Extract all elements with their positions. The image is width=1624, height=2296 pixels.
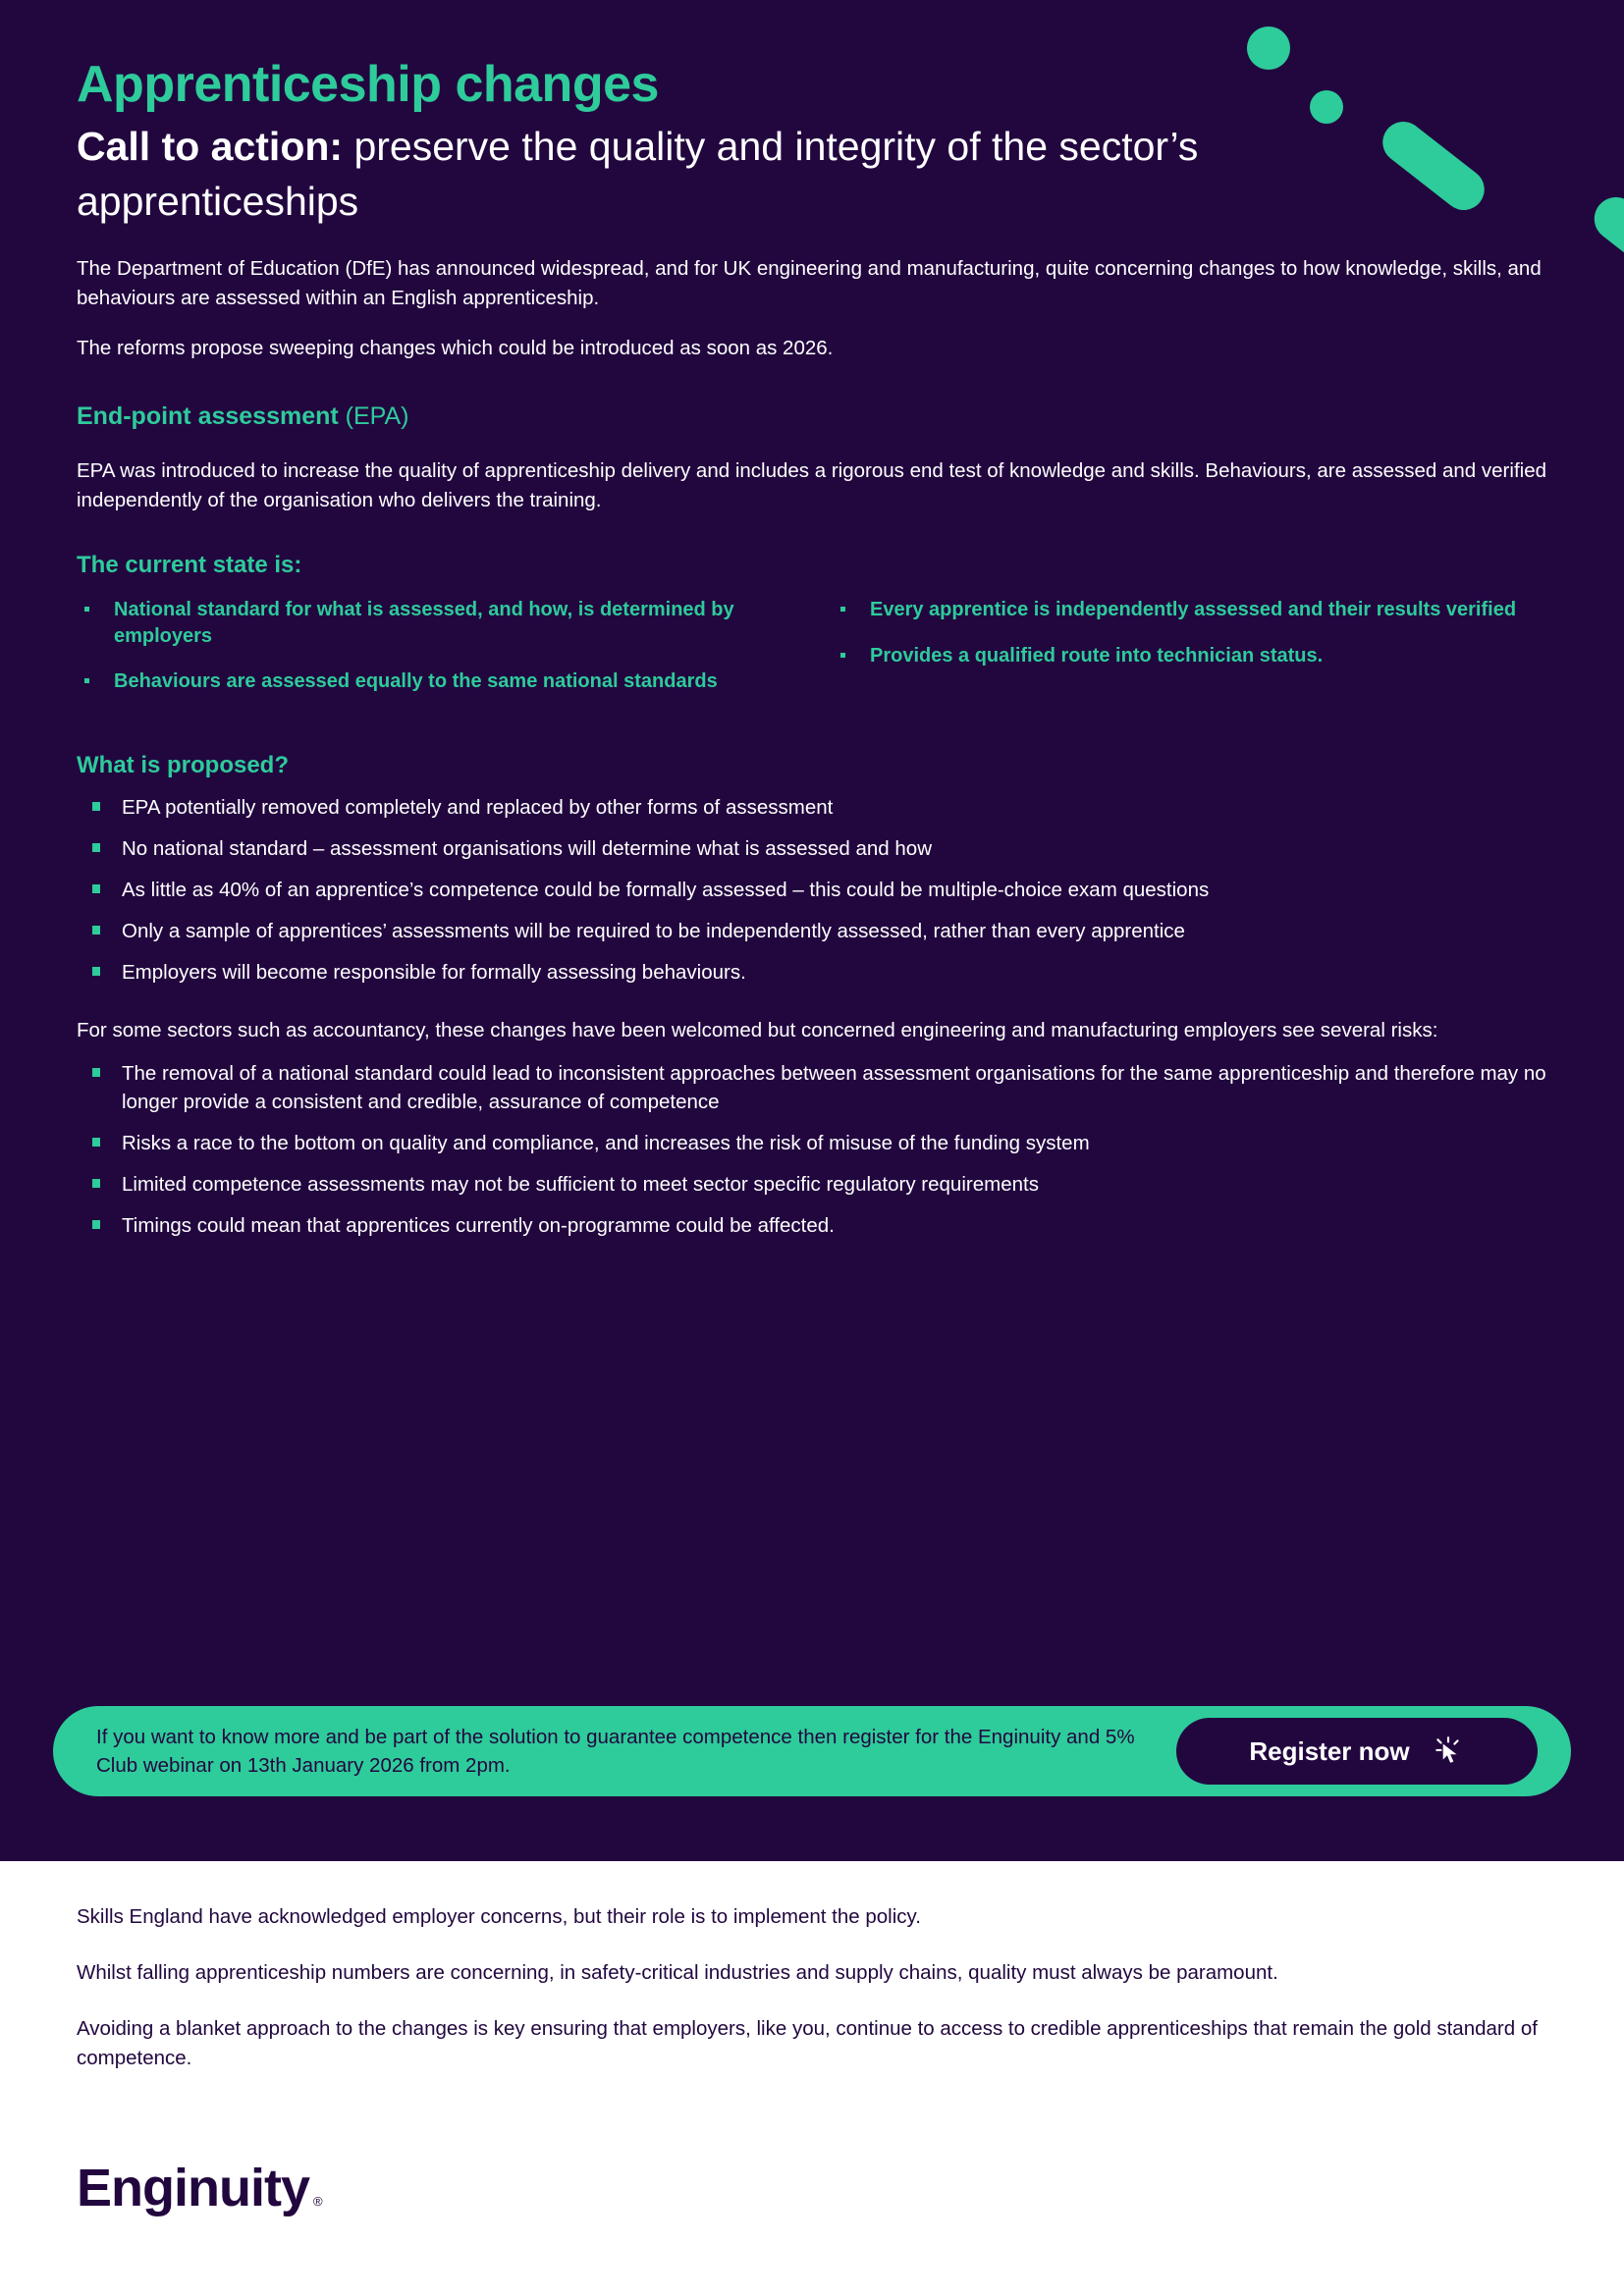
list-item: Employers will become responsible for formally assessing behaviours. bbox=[77, 958, 1547, 987]
current-state-heading: The current state is: bbox=[77, 552, 302, 579]
list-item: Risks a race to the bottom on quality and compliance, and increases the risk of misuse of the funding system bbox=[77, 1129, 1547, 1157]
logo-registered-mark: ® bbox=[312, 2194, 323, 2209]
list-item: Behaviours are assessed equally to the same national standards bbox=[77, 668, 791, 694]
list-item: The removal of a national standard could lead to inconsistent approaches between assessment organisations for the same apprenticeship and therefore may no longer provide a consistent and credible, assurance of competence bbox=[77, 1059, 1547, 1116]
current-state-left-column bbox=[77, 597, 791, 714]
subtitle-emphasis: Call to action: bbox=[77, 124, 344, 170]
proposed-list bbox=[77, 793, 1547, 988]
footer-paragraph: Whilst falling apprenticeship numbers are concerning, in safety-critical industries and supply chains, quality must always be paramount. bbox=[77, 1960, 1278, 1984]
list-item: National standard for what is assessed, and how, is determined by employers bbox=[77, 597, 791, 649]
register-now-label: Register now bbox=[1249, 1735, 1410, 1766]
current-state-right-list bbox=[833, 597, 1547, 668]
current-state-left-list bbox=[77, 597, 791, 694]
intro-paragraph-1: The Department of Education (DfE) has announced widespread, and for UK engineering and manufacturing, quite concerning changes to how knowledge, skills, and behaviours are assessed within an English apprenticeship. bbox=[77, 256, 1542, 309]
page-title: Apprenticeship changes bbox=[77, 56, 659, 113]
footer-paragraph: Skills England have acknowledged employer concerns, but their role is to implement the policy. bbox=[77, 1905, 921, 1928]
enginuity-logo bbox=[77, 2159, 323, 2217]
epa-heading-thin: (EPA) bbox=[338, 402, 409, 430]
intro-paragraph-2: The reforms propose sweeping changes which could be introduced as soon as 2026. bbox=[77, 337, 834, 360]
epa-heading-bold: End-point assessment bbox=[77, 402, 339, 430]
cta-banner bbox=[53, 1706, 1571, 1796]
list-item: Provides a qualified route into technician status. bbox=[833, 643, 1547, 668]
epa-heading bbox=[77, 402, 1547, 431]
footer-section bbox=[0, 1861, 1624, 2296]
footer-content bbox=[0, 1861, 1624, 2074]
register-now-button[interactable] bbox=[1176, 1718, 1538, 1785]
list-item: Limited competence assessments may not be sufficient to meet sector specific regulatory requirements bbox=[77, 1170, 1547, 1199]
risks-lead-in: For some sectors such as accountancy, these changes have been welcomed but concerned engineering and manufacturing employers see several risks: bbox=[77, 1019, 1438, 1042]
cta-text: If you want to know more and be part of the solution to guarantee competence then register for the Enginuity and 5% Club webinar on 13th January 2026 from 2pm. bbox=[96, 1725, 1135, 1777]
page-subtitle bbox=[77, 120, 1304, 229]
logo-wordmark: Enginuity bbox=[77, 2159, 309, 2217]
current-state-right-column bbox=[833, 597, 1547, 714]
footer-paragraph: Avoiding a blanket approach to the changes is key ensuring that employers, like you, continue to access to credible apprenticeships that remain the gold standard of competence. bbox=[77, 2016, 1538, 2070]
epa-paragraph: EPA was introduced to increase the quality of apprenticeship delivery and includes a rigorous end test of knowledge and skills. Behaviours, are assessed and verified independently of the organisation who delivers the training. bbox=[77, 459, 1546, 511]
subtitle-rest: preserve the quality and integrity of the sector’s apprenticeships bbox=[77, 124, 1199, 224]
list-item: Only a sample of apprentices’ assessments will be required to be independently assessed, rather than every apprentice bbox=[77, 917, 1547, 945]
risks-list bbox=[77, 1059, 1547, 1241]
list-item: Every apprentice is independently assessed and their results verified bbox=[833, 597, 1547, 622]
current-state-columns bbox=[77, 597, 1547, 714]
list-item: No national standard – assessment organisations will determine what is assessed and how bbox=[77, 834, 1547, 863]
cursor-click-icon bbox=[1432, 1735, 1465, 1768]
list-item: EPA potentially removed completely and replaced by other forms of assessment bbox=[77, 793, 1547, 822]
list-item: As little as 40% of an apprentice’s competence could be formally assessed – this could be multiple-choice exam questions bbox=[77, 876, 1547, 904]
proposed-heading: What is proposed? bbox=[77, 751, 289, 778]
list-item: Timings could mean that apprentices currently on-programme could be affected. bbox=[77, 1211, 1547, 1240]
